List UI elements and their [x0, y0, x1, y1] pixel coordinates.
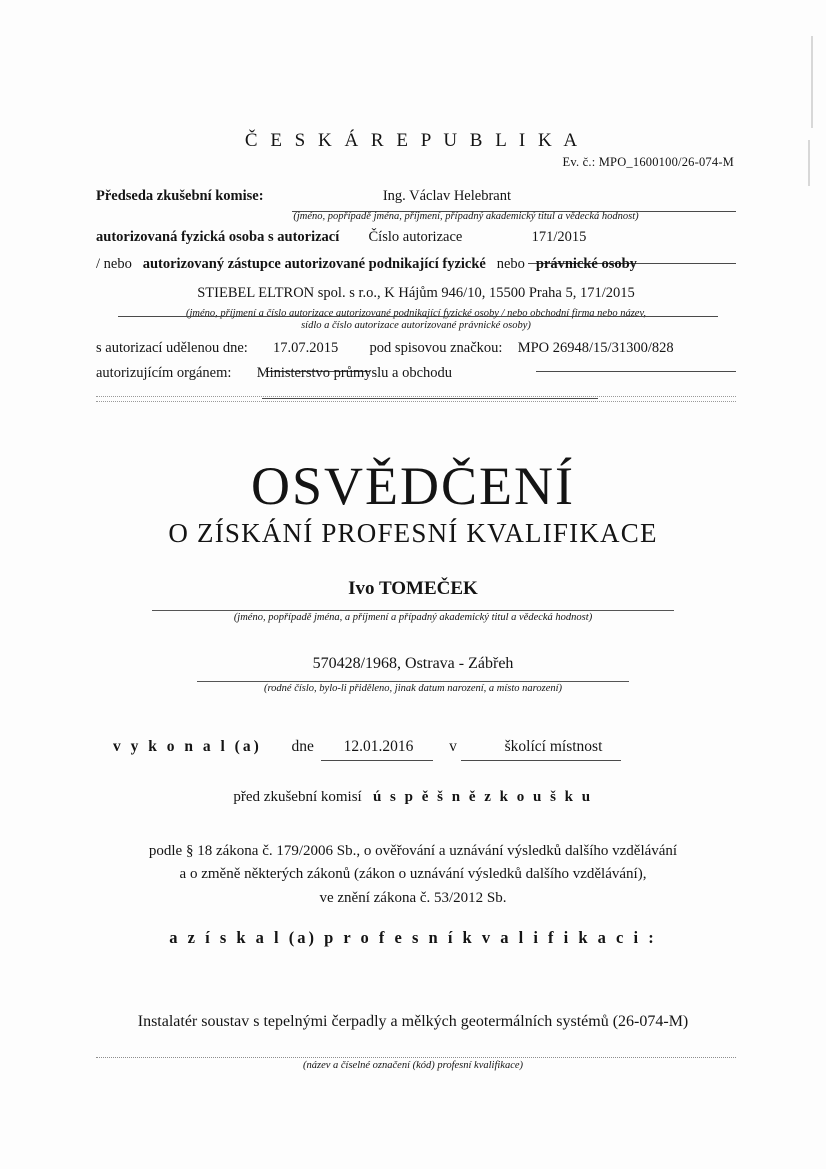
performed-label: v y k o n a l (a) [113, 738, 262, 755]
granted-row [96, 338, 736, 359]
birth-data-note: (rodné číslo, bylo-li přiděleno, jinak datum narození, a místo narození) [263, 683, 563, 694]
granted-label: s autorizací udělenou dne: [96, 339, 248, 356]
company-note-line-2: sídlo a číslo autorizace autorizované právnické osoby) [301, 320, 531, 332]
place-label: v [449, 738, 457, 755]
birth-data: 570428/1968, Ostrava - Zábřeh [312, 655, 514, 672]
header-separator-top [96, 396, 736, 397]
person-name: Ivo TOMEČEK [348, 578, 478, 599]
representative-label-4: právnické osoby [535, 255, 637, 272]
law-reference [0, 840, 826, 910]
representative-label-3: nebo [496, 255, 525, 272]
person-name-note: (jméno, popřípadě jména, a příjmení a případný akademický titul a vědecká hodnost) [233, 612, 593, 623]
qualification-underline [96, 1057, 736, 1058]
company-name: STIEBEL ELTRON spol. s r.o., K Hájům 946/10, 15500 Praha 5, 171/2015 [197, 284, 635, 301]
authorized-person-label: autorizovaná fyzická osoba s autorizací [96, 228, 340, 245]
page-title: OSVĚDČENÍ [251, 456, 575, 516]
exam-date-underline [321, 760, 433, 761]
authority-underline [262, 398, 598, 399]
country-title: Č E S K Á R E P U B L I K A [244, 130, 582, 151]
exam-date: 12.01.2016 [343, 738, 414, 755]
authorized-person-row [96, 227, 736, 248]
law-line-1: podle § 18 zákona č. 179/2006 Sb., o ověřování a uznávání výsledků dalšího vzdělávání [148, 843, 678, 859]
date-label: dne [291, 738, 314, 755]
header-separator-bottom [96, 401, 736, 402]
scan-edge-mark [811, 36, 813, 128]
birth-data-underline [197, 681, 629, 682]
evidence-number: Ev. č.: MPO_1600100/26-074-M [562, 155, 734, 169]
chairman-label: Předseda zkušební komise: [96, 188, 264, 204]
chairman-underline [292, 211, 736, 212]
before-commission-emphasis: ú s p ě š n ě z k o u š k u [372, 789, 593, 805]
representative-label-2: autorizovaný zástupce autorizované podnikající fyzické [142, 255, 486, 272]
exam-line [0, 738, 826, 756]
company-note-line-1: (jméno, příjmení a číslo autorizace autorizované podnikající fyzické osoby / nebo obchodní firma nebo název, [186, 307, 646, 319]
gained-qualification-label: a z í s k a l (a) p r o f e s n í k v a l i f i k a c i : [169, 928, 657, 947]
granted-date: 17.07.2015 [273, 339, 339, 356]
representative-row [96, 254, 736, 275]
authority-label: autorizujícím orgánem: [96, 364, 232, 381]
authority-value: Ministerstvo průmyslu a obchodu [256, 364, 453, 381]
chairman-row [96, 186, 736, 207]
company-underline [118, 316, 718, 317]
file-mark-label: pod spisovou značkou: [369, 339, 503, 356]
authority-row [96, 363, 736, 384]
before-commission-prefix: před zkušební komisí [233, 789, 362, 805]
representative-label-1: / nebo [96, 255, 132, 272]
exam-line-inner [113, 738, 713, 756]
authorization-number: 171/2015 [531, 228, 587, 245]
chairman-name: Ing. Václav Helebrant [382, 188, 511, 204]
before-commission-line [0, 789, 826, 806]
page-subtitle: O ZÍSKÁNÍ PROFESNÍ KVALIFIKACE [168, 518, 658, 548]
exam-place: školící místnost [504, 738, 603, 755]
person-name-underline [152, 610, 674, 611]
commission-header-block [96, 186, 736, 384]
authorization-number-label: Číslo autorizace [368, 228, 463, 245]
file-mark-value: MPO 26948/15/31300/828 [517, 339, 674, 356]
exam-place-underline [461, 760, 621, 761]
chairman-note: (jméno, popřípadě jména, příjmení, případný akademický titul a vědecká hodnost) [293, 211, 639, 223]
qualification-name: Instalatér soustav s tepelnými čerpadly a mělkých geotermálních systémů (26-074-M) [137, 1013, 689, 1030]
law-line-3: ve znění zákona č. 53/2012 Sb. [319, 889, 507, 906]
qualification-note: (název a číselné označení (kód) profesní kvalifikace) [302, 1060, 524, 1071]
company-row [96, 283, 736, 304]
law-line-2: a o změně některých zákonů (zákon o uznávání výsledků dalšího vzdělávání), [179, 866, 647, 883]
